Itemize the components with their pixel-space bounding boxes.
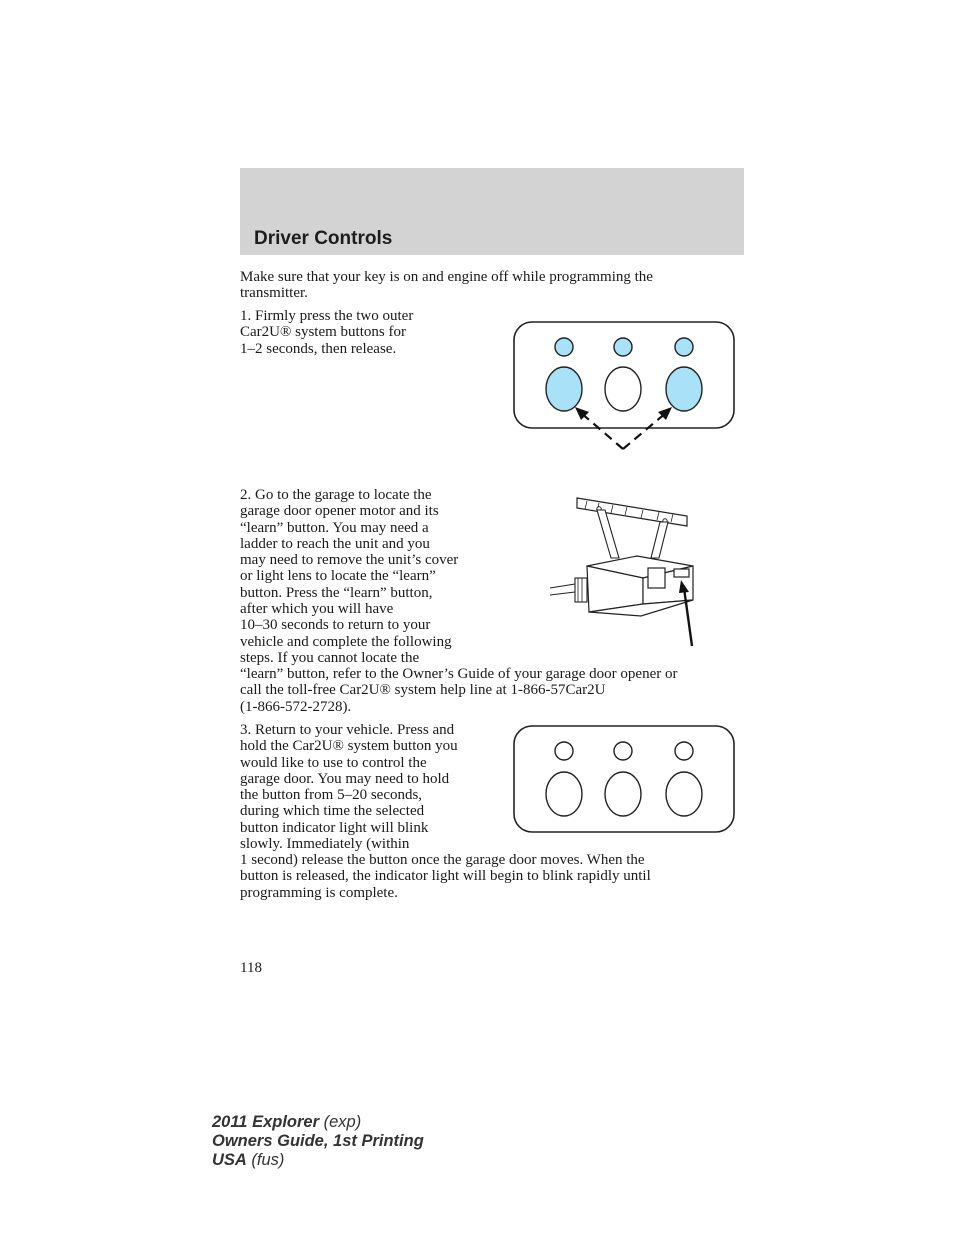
step-3-text-top: 3. Return to your vehicle. Press and hold the Car2U® system button you would like to use to control the garage door. You may need to hold the button from 5–20 seconds, during which time the selected button indicator light will blink slowly. Immediately (within bbox=[240, 722, 458, 853]
garage-door-opener-figure bbox=[547, 494, 697, 650]
step-3-text-bottom: 1 second) release the button once the garage door moves. When the button is released, the indicator light will begin to blink rapidly until programming is complete. bbox=[240, 852, 651, 901]
intro-paragraph: Make sure that your key is on and engine off while programming the transmitter. bbox=[240, 269, 653, 302]
step-2-text-top: 2. Go to the garage to locate the garage door opener motor and its “learn” button. You may need a ladder to reach the unit and you may need to remove the unit’s cover or light lens to locate the “learn” button. Press the “learn” button, after which you will have 10–30 seconds to return to your vehicle and complete the following steps. If you cannot locate the bbox=[240, 487, 459, 666]
footer-line-3 bbox=[212, 1151, 424, 1170]
car2u-buttons-outer-highlighted-figure bbox=[512, 320, 738, 454]
footer-region: USA bbox=[212, 1151, 247, 1169]
footer-model-code: (exp) bbox=[319, 1113, 362, 1131]
footer-printing: Owners Guide, 1st Printing bbox=[212, 1132, 424, 1150]
car2u-buttons-figure bbox=[512, 724, 738, 836]
section-title: Driver Controls bbox=[254, 228, 393, 249]
footer-line-2 bbox=[212, 1132, 424, 1151]
footer bbox=[212, 1113, 424, 1170]
step-1-text: 1. Firmly press the two outer Car2U® system buttons for 1–2 seconds, then release. bbox=[240, 308, 414, 357]
step-2-text-bottom: “learn” button, refer to the Owner’s Guide of your garage door opener or call the toll-free Car2U® system help line at 1-866-57Car2U (1-866-572-2728). bbox=[240, 666, 678, 715]
footer-model: 2011 Explorer bbox=[212, 1113, 320, 1131]
page-number: 118 bbox=[240, 960, 262, 976]
footer-region-code: (fus) bbox=[246, 1151, 285, 1169]
footer-line-1 bbox=[212, 1113, 424, 1132]
